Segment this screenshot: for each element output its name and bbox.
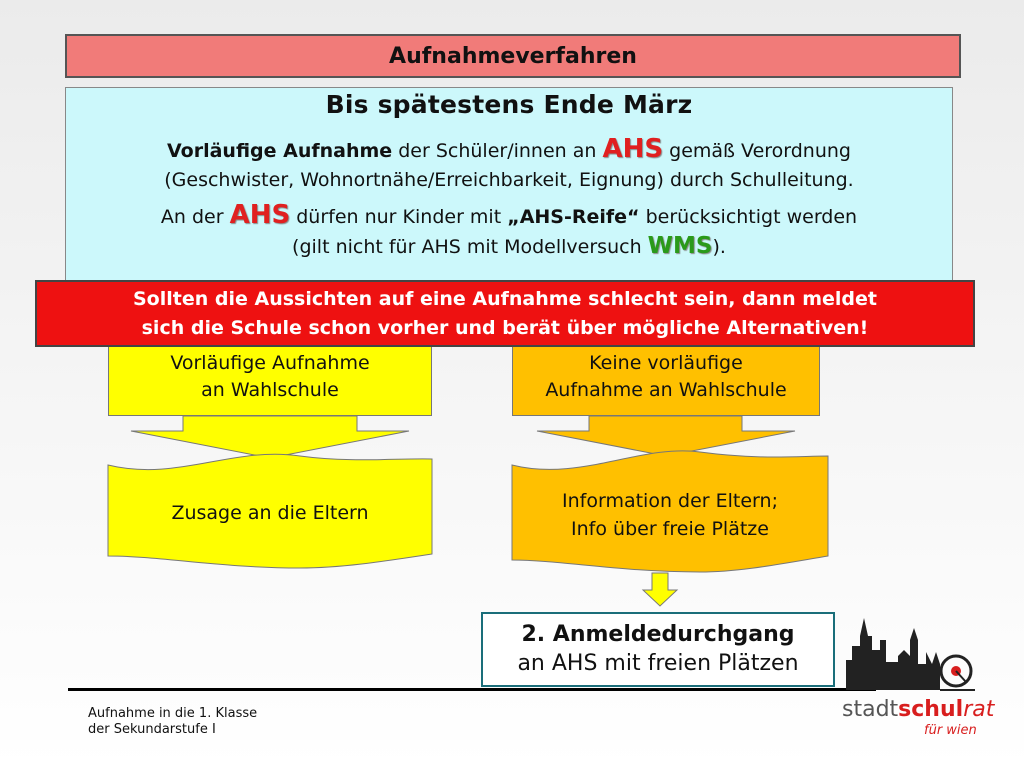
provisional-admission-label: Vorläufige Aufnahme xyxy=(167,140,393,162)
logo-part-stadt: stadt xyxy=(842,697,899,722)
para1-line2: (Geschwister, Wohnortnähe/Erreichbarkeit, Eignung) durch Schulleitung. xyxy=(164,169,854,191)
second-round-subtitle: an AHS mit freien Plätzen xyxy=(517,651,799,676)
para2-line2-b: ). xyxy=(712,236,726,258)
stadtschulrat-logo xyxy=(842,697,994,722)
para2-text-c: berücksichtigt werden xyxy=(639,206,858,228)
ahs-highlight-2: AHS xyxy=(229,200,291,230)
second-round-title: 2. Anmeldedurchgang xyxy=(521,622,795,647)
right-box-line1: Keine vorläufige xyxy=(589,352,743,374)
right-result-line1: Information der Eltern; xyxy=(562,490,778,512)
para2-text-a: An der xyxy=(160,206,230,228)
footer-line1: Aufnahme in die 1. Klasse xyxy=(88,706,258,721)
left-box-line2: an Wahlschule xyxy=(201,379,339,401)
zusage-text: Zusage an die Eltern xyxy=(171,502,369,524)
right-box-line2: Aufnahme an Wahlschule xyxy=(545,379,787,401)
title-text: Aufnahmeverfahren xyxy=(389,43,637,69)
info-heading: Bis spätestens Ende März xyxy=(325,90,693,119)
warning-line2: sich die Schule schon vorher und berät über mögliche Alternativen! xyxy=(141,317,869,339)
logo-part-schul: schul xyxy=(898,697,964,722)
para2-line2-a: (gilt nicht für AHS mit Modellversuch xyxy=(292,236,648,258)
right-result-line2: Info über freie Plätze xyxy=(571,518,769,540)
left-box-line1: Vorläufige Aufnahme xyxy=(170,352,370,374)
warning-line1: Sollten die Aussichten auf eine Aufnahme schlecht sein, dann meldet xyxy=(133,288,877,310)
logo-part-rat: rat xyxy=(963,697,995,722)
para1-text-b: gemäß Verordnung xyxy=(663,140,851,162)
footer-line2: der Sekundarstufe I xyxy=(88,722,216,737)
ahs-highlight: AHS xyxy=(602,134,664,164)
para2-text-b: dürfen nur Kinder mit xyxy=(290,206,508,228)
wms-highlight: WMS xyxy=(647,233,713,259)
para1-text-a: der Schüler/innen an xyxy=(392,140,603,162)
logo-subtitle: für wien xyxy=(924,723,977,738)
ahs-reife-label: „AHS-Reife“ xyxy=(507,206,640,228)
